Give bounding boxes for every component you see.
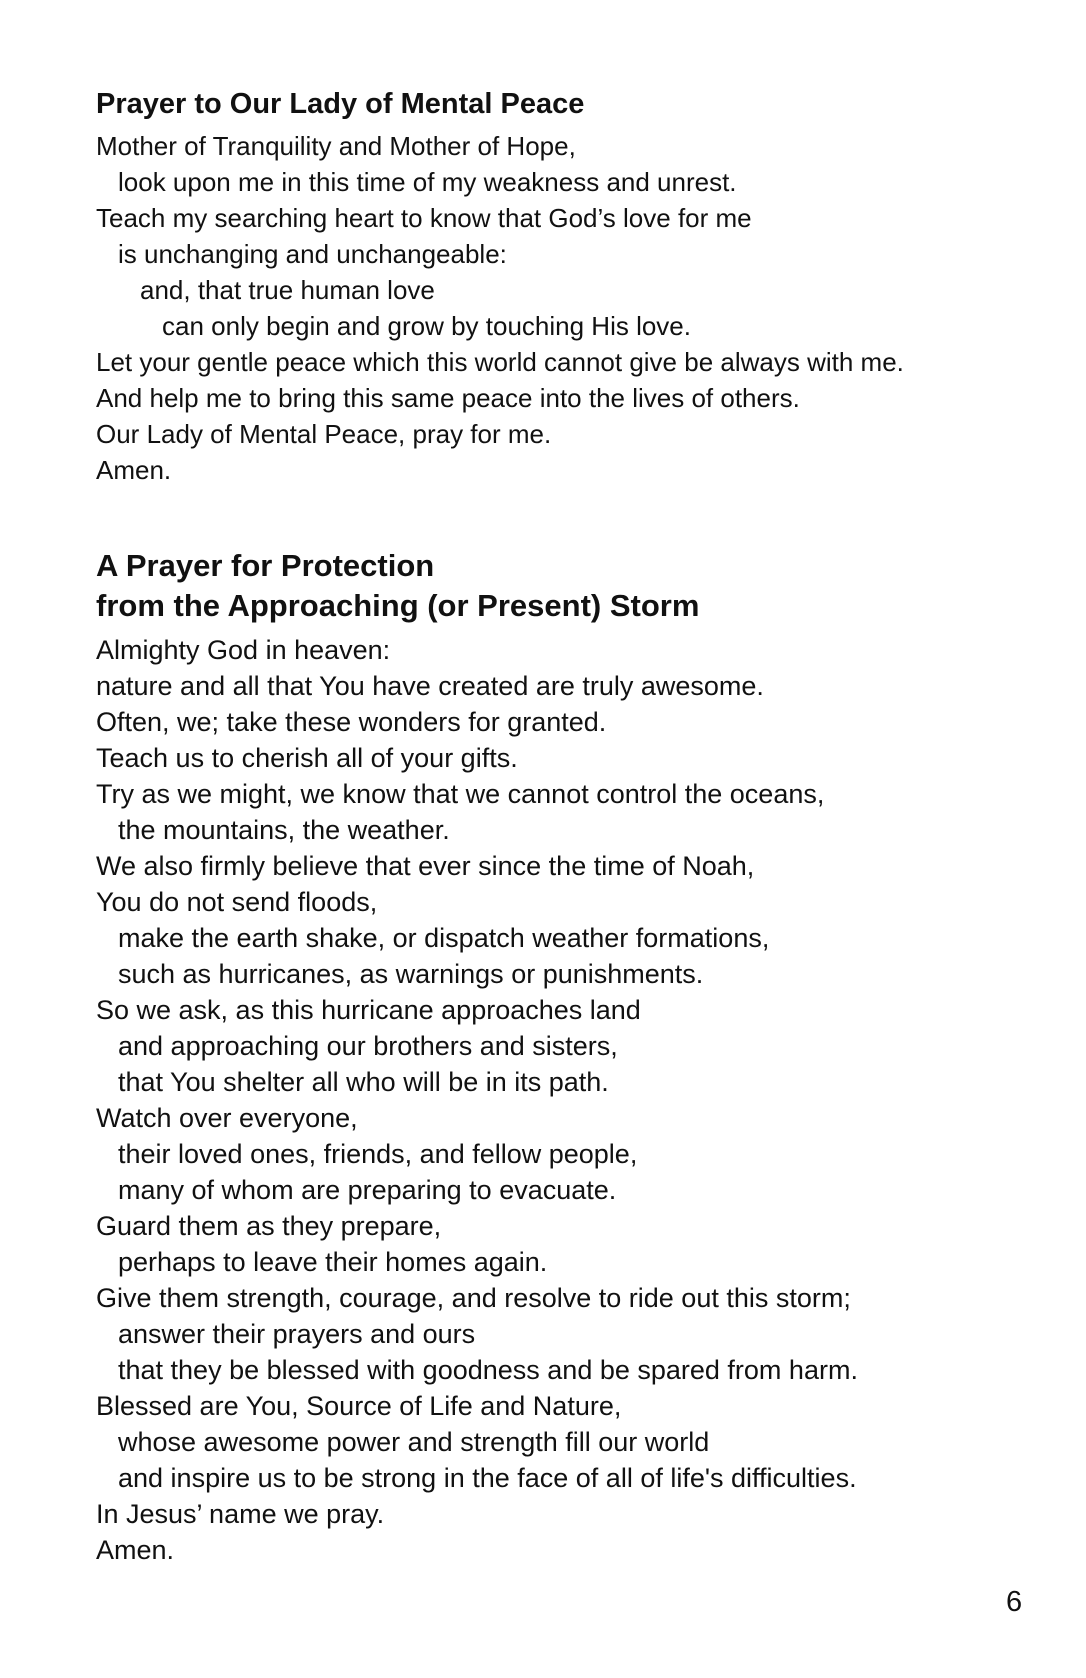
prayer-text — [96, 632, 1056, 1568]
prayer-line: and approaching our brothers and sisters, — [118, 1031, 618, 1061]
page-number: 6 — [1006, 1586, 1023, 1618]
prayer-line: Teach us to cherish all of your gifts. — [96, 743, 518, 773]
prayer-line: Watch over everyone, — [96, 1103, 358, 1133]
prayer-storm-protection — [96, 546, 1056, 1568]
prayer-line: Our Lady of Mental Peace, pray for me. — [96, 419, 552, 449]
prayer-line: can only begin and grow by touching His love. — [162, 311, 691, 341]
prayer-line: So we ask, as this hurricane approaches land — [96, 995, 641, 1025]
prayer-line: and inspire us to be strong in the face of all of life's difficulties. — [118, 1463, 857, 1493]
prayer-line: Almighty God in heaven: — [96, 635, 391, 665]
prayer-line: In Jesus’ name we pray. — [96, 1499, 385, 1529]
prayer-line: Amen. — [96, 455, 172, 485]
prayer-line: Try as we might, we know that we cannot control the oceans, — [96, 779, 825, 809]
prayer-line: answer their prayers and ours — [118, 1319, 476, 1349]
prayer-line: the mountains, the weather. — [118, 815, 450, 845]
prayer-line: Guard them as they prepare, — [96, 1211, 442, 1241]
prayer-line: that they be blessed with goodness and be spared from harm. — [118, 1355, 858, 1385]
prayer-title-line: Prayer to Our Lady of Mental Peace — [96, 88, 585, 120]
prayer-line: make the earth shake, or dispatch weather formations, — [118, 923, 770, 953]
prayer-line: look upon me in this time of my weakness and unrest. — [118, 167, 737, 197]
prayer-text — [96, 128, 1056, 488]
prayer-line: is unchanging and unchangeable: — [118, 239, 507, 269]
prayer-line: whose awesome power and strength fill our world — [118, 1427, 710, 1457]
prayer-mental-peace — [96, 86, 1056, 488]
prayer-line: Teach my searching heart to know that God’s love for me — [96, 203, 752, 233]
prayer-title-line: from the Approaching (or Present) Storm — [96, 588, 700, 623]
prayer-line: Let your gentle peace which this world cannot give be always with me. — [96, 347, 904, 377]
prayer-line: nature and all that You have created are truly awesome. — [96, 671, 764, 701]
prayer-line: You do not send floods, — [96, 887, 378, 917]
prayer-line: Amen. — [96, 1535, 175, 1565]
prayer-line: and, that true human love — [140, 275, 435, 305]
prayer-line: Often, we; take these wonders for granted. — [96, 707, 607, 737]
prayer-line: Give them strength, courage, and resolve to ride out this storm; — [96, 1283, 851, 1313]
prayer-line: And help me to bring this same peace into the lives of others. — [96, 383, 800, 413]
prayer-line: that You shelter all who will be in its path. — [118, 1067, 609, 1097]
prayer-title — [96, 86, 1056, 122]
prayer-line: perhaps to leave their homes again. — [118, 1247, 548, 1277]
prayer-line: Mother of Tranquility and Mother of Hope, — [96, 131, 576, 161]
prayer-line: We also firmly believe that ever since the time of Noah, — [96, 851, 755, 881]
prayer-line: such as hurricanes, as warnings or punishments. — [118, 959, 704, 989]
prayer-line: many of whom are preparing to evacuate. — [118, 1175, 617, 1205]
prayer-line: Blessed are You, Source of Life and Nature, — [96, 1391, 622, 1421]
prayer-title-line: A Prayer for Protection — [96, 548, 435, 583]
prayer-line: their loved ones, friends, and fellow people, — [118, 1139, 638, 1169]
prayer-title — [96, 546, 1056, 626]
